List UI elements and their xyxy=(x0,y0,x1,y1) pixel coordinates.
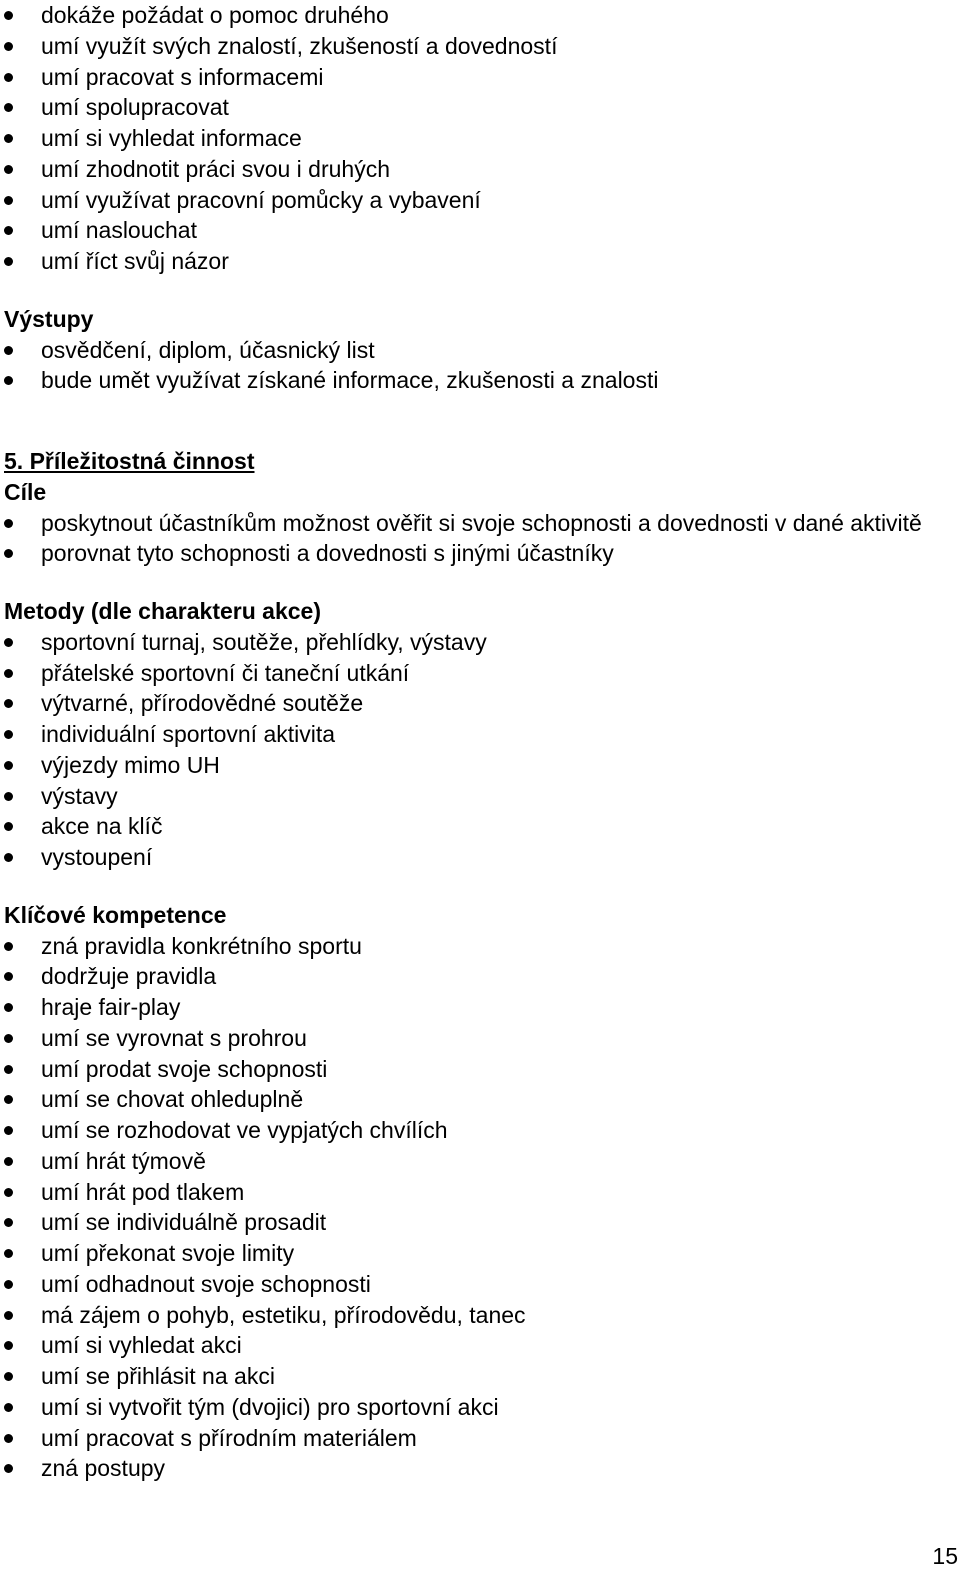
list-item xyxy=(0,62,960,93)
bullet-icon xyxy=(4,134,13,143)
list-item xyxy=(0,31,960,62)
list-item-text: výstavy xyxy=(41,782,118,809)
list-item xyxy=(0,992,960,1023)
list-item xyxy=(0,658,960,689)
bullet-icon xyxy=(4,1003,13,1012)
list-item-text: porovnat tyto schopnosti a dovednosti s jinými účastníky xyxy=(41,540,614,567)
list-item xyxy=(0,1115,960,1146)
list-item-text: bude umět využívat získané informace, zkušenosti a znalosti xyxy=(41,367,659,394)
list-item xyxy=(0,215,960,246)
list-item-text: umí překonat svoje limity xyxy=(41,1240,295,1266)
list-item-text: akce na klíč xyxy=(41,813,163,840)
list-item-text: výjezdy mimo UH xyxy=(41,751,220,778)
bullet-icon xyxy=(4,730,13,739)
list-item xyxy=(0,842,960,873)
list-item-text: zná pravidla konkrétního sportu xyxy=(41,932,362,959)
bullet-icon xyxy=(4,699,13,708)
bullet-icon xyxy=(4,73,13,82)
cile-list xyxy=(0,508,960,570)
list-item-text: umí využívat pracovní pomůcky a vybavení xyxy=(41,186,481,213)
list-item xyxy=(0,246,960,277)
bullet-icon xyxy=(4,942,13,951)
list-item xyxy=(0,1453,960,1484)
list-item-text: umí se vyrovnat s prohrou xyxy=(41,1024,307,1051)
list-item-text: umí hrát pod tlakem xyxy=(41,1178,245,1205)
bullet-icon xyxy=(4,1126,13,1135)
list-item xyxy=(0,1269,960,1300)
list-item-text: umí se rozhodovat ve vypjatých chvílích xyxy=(41,1117,448,1143)
list-item-text: umí pracovat s přírodním materiálem xyxy=(41,1424,417,1451)
bullet-icon xyxy=(4,792,13,801)
list-item-text: osvědčení, diplom, účasnický list xyxy=(41,336,375,363)
list-item xyxy=(0,1177,960,1208)
list-item xyxy=(0,688,960,719)
list-item-text: umí využít svých znalostí, zkušeností a dovedností xyxy=(41,32,558,59)
top-competence-list xyxy=(0,0,960,277)
bullet-icon xyxy=(4,519,13,528)
list-item-text: umí spolupracovat xyxy=(41,94,229,121)
list-item-text: sportovní turnaj, soutěže, přehlídky, výstavy xyxy=(41,628,487,655)
list-item-text: umí hrát týmově xyxy=(41,1147,206,1174)
list-item xyxy=(0,538,960,569)
vystupy-list xyxy=(0,335,960,397)
list-item-text: poskytnout účastníkům možnost ověřit si svoje schopnosti a dovednosti v dané aktivitě xyxy=(41,509,922,536)
list-item xyxy=(0,1238,960,1269)
list-item-text: přátelské sportovní či taneční utkání xyxy=(41,659,410,686)
list-item xyxy=(0,750,960,781)
bullet-icon xyxy=(4,226,13,235)
bullet-icon xyxy=(4,1311,13,1320)
list-item-text: umí se chovat ohleduplně xyxy=(41,1086,304,1113)
list-item xyxy=(0,1054,960,1085)
list-item-text: vystoupení xyxy=(41,844,153,870)
list-item xyxy=(0,1023,960,1054)
list-item-text: umí odhadnout svoje schopnosti xyxy=(41,1270,371,1297)
bullet-icon xyxy=(4,853,13,862)
list-item-text: umí naslouchat xyxy=(41,217,197,244)
metody-list xyxy=(0,627,960,873)
bullet-icon xyxy=(4,1218,13,1227)
list-item-text: umí prodat svoje schopnosti xyxy=(41,1055,328,1082)
bullet-icon xyxy=(4,1095,13,1104)
bullet-icon xyxy=(4,42,13,51)
list-item-text: zná postupy xyxy=(41,1455,166,1482)
list-item xyxy=(0,185,960,216)
list-item xyxy=(0,811,960,842)
bullet-icon xyxy=(4,257,13,266)
bullet-icon xyxy=(4,1341,13,1350)
list-item xyxy=(0,1084,960,1115)
list-item-text: umí si vyhledat akci xyxy=(41,1332,242,1359)
list-item xyxy=(0,154,960,185)
bullet-icon xyxy=(4,1372,13,1381)
bullet-icon xyxy=(4,822,13,831)
list-item xyxy=(0,961,960,992)
list-item xyxy=(0,1146,960,1177)
list-item-text: dokáže požádat o pomoc druhého xyxy=(41,2,389,28)
bullet-icon xyxy=(4,761,13,770)
bullet-icon xyxy=(4,1249,13,1258)
cile-heading: Cíle xyxy=(4,478,47,505)
klicove-kompetence-list xyxy=(0,931,960,1485)
metody-heading: Metody (dle charakteru akce) xyxy=(4,598,322,624)
vystupy-heading: Výstupy xyxy=(4,305,94,332)
bullet-icon xyxy=(4,376,13,385)
list-item xyxy=(0,627,960,658)
section-5-title: 5. Příležitostná činnost xyxy=(4,448,255,474)
bullet-icon xyxy=(4,1434,13,1443)
bullet-icon xyxy=(4,196,13,205)
list-item-text: má zájem o pohyb, estetiku, přírodovědu, tanec xyxy=(41,1301,526,1328)
list-item xyxy=(0,1392,960,1423)
list-item-text: umí zhodnotit práci svou i druhých xyxy=(41,155,391,182)
bullet-icon xyxy=(4,1034,13,1043)
bullet-icon xyxy=(4,549,13,558)
list-item xyxy=(0,1207,960,1238)
list-item xyxy=(0,1423,960,1454)
list-item xyxy=(0,365,960,396)
bullet-icon xyxy=(4,638,13,647)
bullet-icon xyxy=(4,1464,13,1473)
list-item xyxy=(0,1361,960,1392)
list-item-text: umí si vyhledat informace xyxy=(41,125,302,151)
list-item-text: dodržuje pravidla xyxy=(41,963,217,990)
bullet-icon xyxy=(4,972,13,981)
list-item-text: umí pracovat s informacemi xyxy=(41,63,324,90)
bullet-icon xyxy=(4,1188,13,1197)
list-item xyxy=(0,931,960,962)
list-item-text: výtvarné, přírodovědné soutěže xyxy=(41,690,364,717)
bullet-icon xyxy=(4,11,13,20)
bullet-icon xyxy=(4,103,13,112)
bullet-icon xyxy=(4,346,13,355)
list-item xyxy=(0,1330,960,1361)
bullet-icon xyxy=(4,1403,13,1412)
list-item-text: hraje fair-play xyxy=(41,994,181,1020)
list-item xyxy=(0,92,960,123)
page-number: 15 xyxy=(932,1543,958,1569)
bullet-icon xyxy=(4,1157,13,1166)
list-item xyxy=(0,123,960,154)
list-item xyxy=(0,781,960,812)
list-item-text: umí se přihlásit na akci xyxy=(41,1363,275,1389)
list-item-text: umí říct svůj názor xyxy=(41,248,229,274)
list-item-text: individuální sportovní aktivita xyxy=(41,721,336,747)
bullet-icon xyxy=(4,669,13,678)
bullet-icon xyxy=(4,1280,13,1289)
list-item xyxy=(0,719,960,750)
list-item xyxy=(0,1300,960,1331)
list-item-text: umí si vytvořit tým (dvojici) pro sportovní akci xyxy=(41,1393,499,1420)
list-item xyxy=(0,508,960,539)
klicove-kompetence-heading: Klíčové kompetence xyxy=(4,901,227,928)
list-item xyxy=(0,335,960,366)
bullet-icon xyxy=(4,1065,13,1074)
list-item xyxy=(0,0,960,31)
bullet-icon xyxy=(4,165,13,174)
list-item-text: umí se individuálně prosadit xyxy=(41,1209,327,1236)
